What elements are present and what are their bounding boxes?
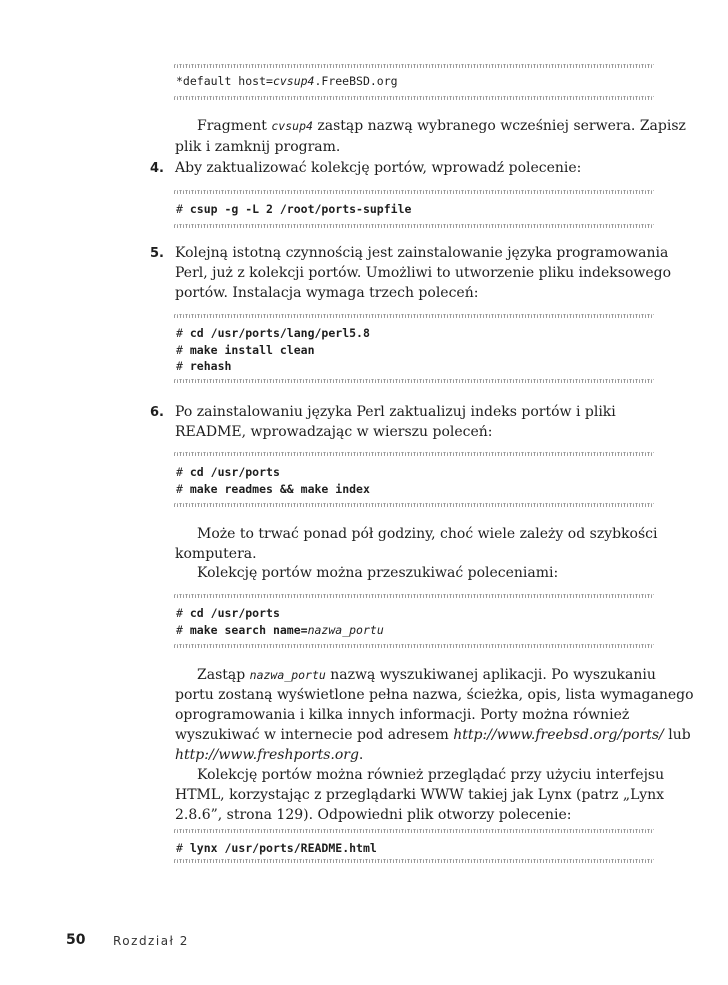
code-rule-top [174, 190, 654, 194]
code-rule-top [174, 452, 654, 456]
code-rule-bottom [174, 96, 654, 100]
code-line: # make readmes && make index [176, 482, 370, 496]
code-rule-top [174, 594, 654, 598]
step-number: 6. [150, 405, 164, 420]
paragraph-line: Może to trwać ponad pół godziny, choć wiele zależy od szybkości [197, 526, 658, 542]
step-number: 5. [150, 246, 164, 261]
paragraph-line: portu zostaną wyświetlone pełna nazwa, ścieżka, opis, lista wymaganego [175, 687, 694, 703]
code-line: *default host=cvsup4.FreeBSD.org [176, 74, 398, 88]
code-line: # rehash [176, 359, 232, 373]
step-text: README, wprowadzając w wierszu poleceń: [175, 424, 493, 440]
code-rule-top [174, 314, 654, 318]
freebsd-ports-link[interactable]: http://www.freebsd.org/ports/ [453, 727, 664, 743]
paragraph-line: Zastąp nazwa_portu nazwą wyszukiwanej aplikacji. Po wyszukaniu [197, 667, 656, 683]
code-rule-bottom [174, 224, 654, 228]
code-line: # make search name=nazwa_portu [176, 623, 384, 637]
code-line: # make install clean [176, 343, 315, 357]
code-line: # csup -g -L 2 /root/ports-supfile [176, 202, 412, 216]
code-line: # cd /usr/ports/lang/perl5.8 [176, 326, 370, 340]
paragraph-line: http://www.freshports.org. [175, 747, 364, 763]
page-number: 50 [66, 932, 86, 948]
step-text: portów. Instalacja wymaga trzech poleceń: [175, 285, 479, 301]
step-number: 4. [150, 161, 164, 176]
paragraph-line: Kolekcję portów można również przeglądać przy użyciu interfejsu [197, 767, 665, 783]
step-text: Kolejną istotną czynnością jest zainstalowanie języka programowania [175, 245, 669, 261]
paragraph-line: oprogramowania i kilka innych informacji. Porty można również [175, 707, 630, 723]
code-rule-bottom [174, 379, 654, 383]
code-rule-bottom [174, 644, 654, 648]
paragraph-line: komputera. [175, 546, 257, 562]
code-line: # cd /usr/ports [176, 606, 280, 620]
step-text: Po zainstalowaniu języka Perl zaktualizuj indeks portów i pliki [175, 404, 616, 420]
paragraph-line: wyszukiwać w internecie pod adresem http://www.freebsd.org/ports/ lub [175, 727, 691, 743]
code-rule-top [174, 829, 654, 833]
code-rule-bottom [174, 503, 654, 507]
step-text: Perl, już z kolekcji portów. Umożliwi to utworzenie pliku indeksowego [175, 265, 672, 281]
paragraph-line: 2.8.6”, strona 129). Odpowiedni plik otworzy polecenie: [175, 807, 572, 823]
code-line: # lynx /usr/ports/README.html [176, 841, 377, 855]
paragraph-line: Fragment cvsup4 zastąp nazwą wybranego wcześniej serwera. Zapisz [197, 118, 686, 134]
paragraph-line: Kolekcję portów można przeszukiwać poleceniami: [197, 565, 559, 581]
code-rule-bottom [174, 859, 654, 863]
code-rule-top [174, 64, 654, 68]
code-line: # cd /usr/ports [176, 465, 280, 479]
paragraph-line: plik i zamknij program. [175, 139, 341, 155]
freshports-link[interactable]: http://www.freshports.org [175, 747, 359, 763]
paragraph-line: HTML, korzystając z przeglądarki WWW takiej jak Lynx (patrz „Lynx [175, 787, 665, 803]
step-text: Aby zaktualizować kolekcję portów, wprowadź polecenie: [175, 160, 582, 176]
chapter-label: Rozdział 2 [113, 934, 189, 948]
